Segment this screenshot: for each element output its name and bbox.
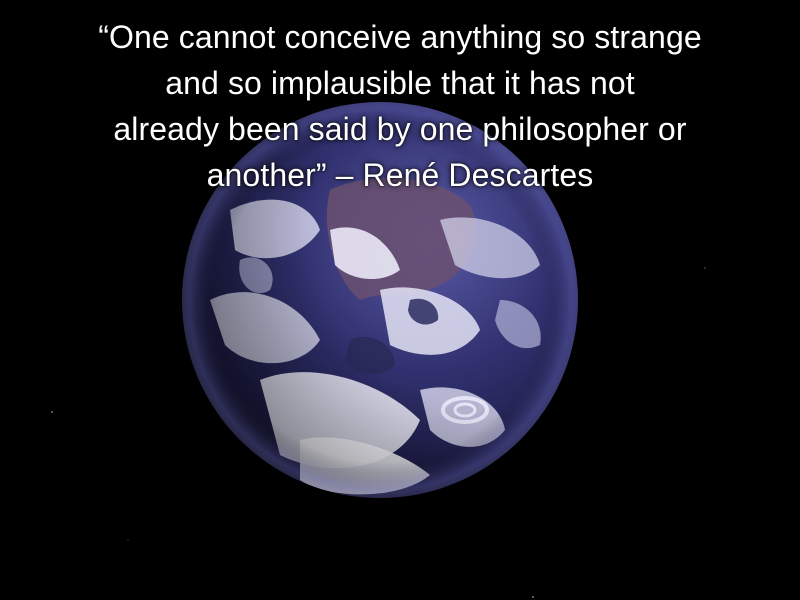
quote-line-4-attribution: another” – René Descartes (206, 157, 594, 193)
quote-line-3: already been said by one philosopher or (113, 111, 687, 147)
quote-line-1: “One cannot conceive anything so strange (98, 19, 702, 55)
quote-line-2: and so implausible that it has not (165, 65, 635, 101)
quote-text (40, 14, 760, 198)
